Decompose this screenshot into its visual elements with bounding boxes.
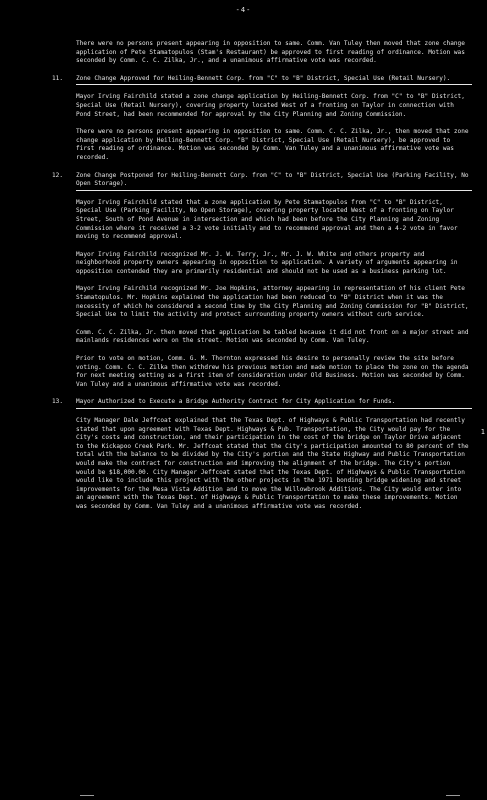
paragraph: Mayor Irving Fairchild stated a zone change application by Heiling-Bennett Corp. from "C" to "B" District, Special Use (Retail Nursery), covering property located West of a fronting on Taylor in connection with Pond Street, had been recommended for approval by the City Planning and Zoning Commission. [76, 93, 469, 118]
agenda-item-heading [52, 172, 472, 191]
agenda-item-title: Zone Change Approved for Heiling-Bennett Corp. from "C" to "B" District, Special Use (Retail Nursery). [76, 75, 472, 86]
paragraph: Mayor Irving Fairchild recognized Mr. Joe Hopkins, attorney appearing in representation of his client Pete Stamatopulos. Mr. Hopkins explained the application had been reduced to "B" District when it was the necessity of which he considered a second time by the City Planning and Zoning Commission for "B" District, Special Use to limit the activity and protect surrounding property owners without curb service. [76, 285, 473, 319]
agenda-item-title: Mayor Authorized to Execute a Bridge Authority Contract for City Application for Funds. [76, 398, 472, 409]
page-footer [0, 790, 487, 796]
agenda-item-heading [52, 75, 472, 86]
footer-mark-right [446, 795, 460, 796]
agenda-item-title: Zone Change Postponed for Heiling-Bennett Corp. from "C" to "B" District, Special Use (Parking Facility, No Open Storage). [76, 172, 472, 191]
agenda-item-number: 11. [52, 74, 64, 82]
page-number: -4- [235, 6, 252, 14]
edge-mark: 1 [480, 428, 485, 436]
agenda-item-number: 13. [52, 398, 64, 406]
paragraph: There were no persons present appearing in opposition to same. Comm. Van Tuley then moved that zone change application of Pete Stamatopulos (Stam's Restaurant) be approved to first reading of ordinance. Motion was seconded by Comm. C. C. Zilka, Jr., and a unanimous affirmative vote was recorded. [76, 40, 469, 65]
paragraph: Mayor Irving Fairchild recognized Mr. J. W. Terry, Jr., Mr. J. W. White and others property and neighborhood property owners appearing in opposition to application. A variety of arguments appearing in opposition contended they are primarily residential and should not be used as a business parking lot. [76, 250, 462, 275]
agenda-item-heading [52, 398, 472, 409]
footer-mark-left [80, 795, 94, 796]
agenda-item-number: 12. [52, 171, 64, 179]
document-body [52, 40, 472, 521]
paragraph: Prior to vote on motion, Comm. G. M. Thornton expressed his desire to personally review the site before voting. Comm. C. C. Zilka then withdrew his previous motion and made motion to place the zone on the agenda for next meeting setting as a first item of consideration under Old Business. Motion was seconded by Comm. Van Tuley and a unanimous affirmative vote was recorded. [76, 355, 473, 388]
paragraph: There were no persons present appearing in opposition to same. Comm. C. C. Zilka, Jr., then moved that zone change application by Heiling-Bennett Corp. "B" District, Special Use (Retail Nursery), be approved to first reading of ordinance. Motion was seconded by Comm. Van Tuley and a unanimous affirmative vote was recorded. [76, 128, 473, 161]
paragraph: City Manager Dale Jeffcoat explained that the Texas Dept. of Highways & Public Transportation had recently stated that upon agreement with Texas Dept. Highways & Pub. Transportation, the City would pay for the City's costs and construction, and their participation in the cost of the bridge on Taylor Drive adjacent to the Kickapoo Creek Park. Mr. Jeffcoat stated that the City's participation amounted to 80 percent of the total with the balance to be divided by the City's portion and the State Highway and Public Transportation would make the contract for construction and improving the alignment of the bridge. The City's portion would be $18,000.00. City Manager Jeffcoat stated that the Texas Dept. of Highways & Public Transportation would like to include this project with the other projects in the 1971 bonding bridge widening and street improvements for the Mesa Vista Addition and to move the Willowbrook Additions. The City would enter into an agreement with the Texas Dept. of Highways & Public Transportation to make these improvements. Motion was seconded by Comm. Van Tuley and a unanimous affirmative vote was recorded. [76, 417, 473, 510]
paragraph: Comm. C. C. Zilka, Jr. then moved that application be tabled because it did not front on a major street and mainlands residences were on the street. Motion was seconded by Comm. Van Tuley. [76, 328, 473, 345]
paragraph: Mayor Irving Fairchild stated that a zone application by Pete Stamatopulos from "C" to "B" District, Special Use (Parking Facility, No Open Storage), covering property located West of a fronting on Taylor Street, South of Pond Avenue in intersection and which had been before the City Planning and Zoning Commission where it received a 3-2 vote initially and to recommend approval and then a 4-2 vote in favor moving to recommend approval. [76, 198, 462, 241]
